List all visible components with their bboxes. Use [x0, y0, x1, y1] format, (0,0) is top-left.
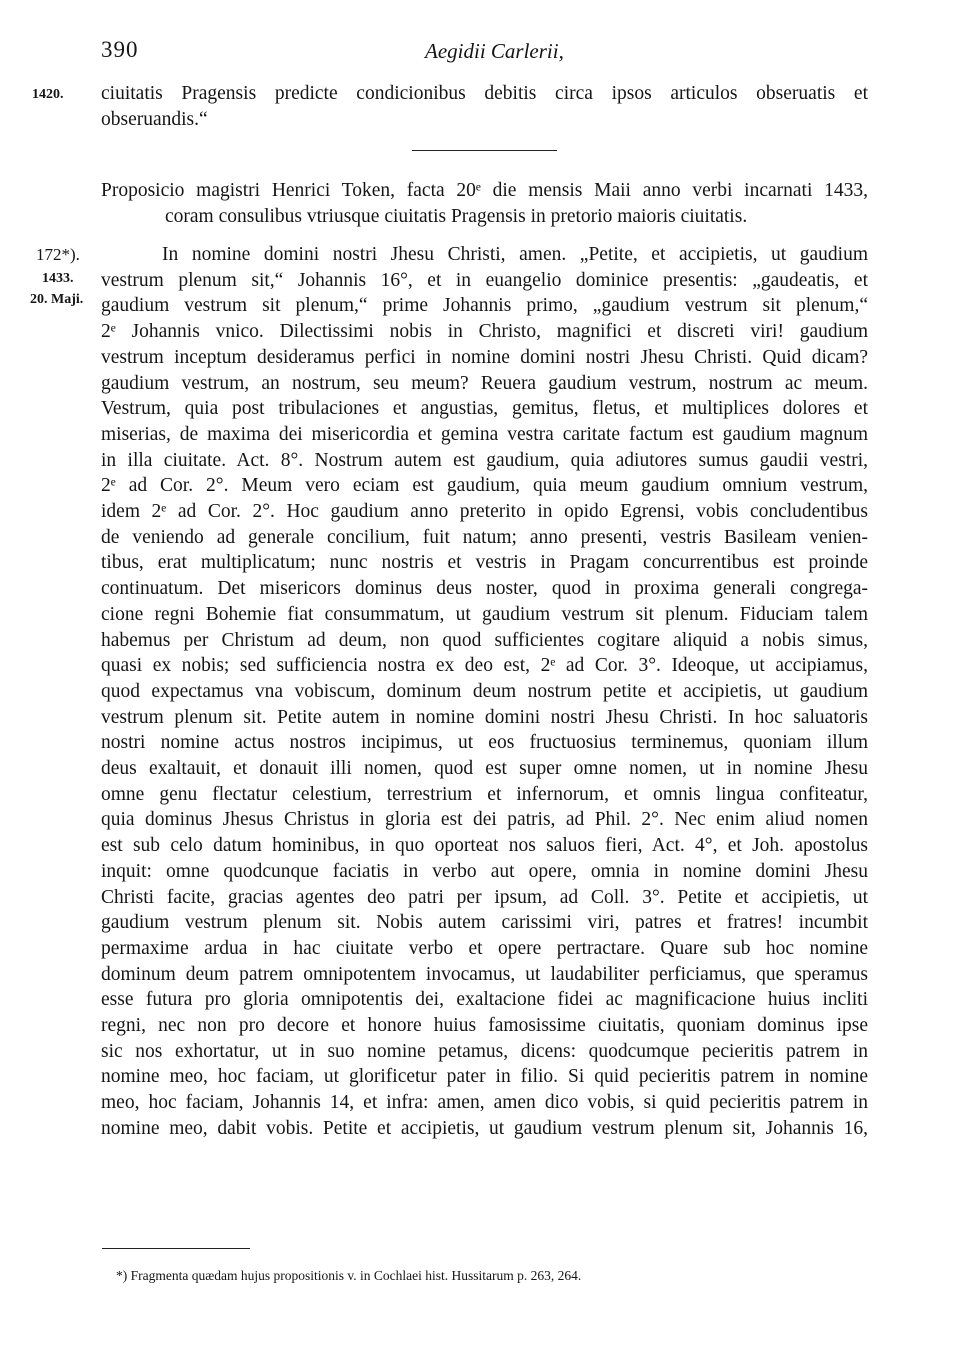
body-line: cione regni Bohemie fiat consummatum, ut gaudium vestrum sit plenum. Fiduciam talem — [101, 603, 868, 625]
body-line: quasi ex nobis; sed sufficiencia nostra ex deo est, 2ᵉ ad Cor. 3°. Ideoque, ut accipiamus, — [101, 655, 868, 677]
body-line: vestrum inceptum desideramus perfici in nomine domini nostri Jhesu Christi. Quid dicam? — [101, 346, 868, 368]
body-line: idem 2ᵉ ad Cor. 2°. Hoc gaudium anno preterito in opido Egrensi, vobis concludentibus — [101, 501, 868, 522]
body-line: 2ᵉ ad Cor. 2°. Meum vero eciam est gaudium, quia meum gaudium omnium vestrum, — [101, 475, 868, 497]
margin-date: 20. Maji. — [30, 292, 84, 307]
page-number: 390 — [101, 37, 139, 62]
body-line: dominum deum patrem omnipotentem invocamus, ut laudabiliter perficiamus, que speramus — [101, 963, 868, 985]
body-line: omne genu flectatur celestium, terrestrium et infernorum, et omnis lingua confiteatur, — [101, 783, 868, 805]
body-line: de veniendo ad generale concilium, fuit natum; anno presenti, vestris Basileam venien- — [101, 526, 868, 548]
body-line: gaudium vestrum plenum sit. Nobis autem carissimi viri, patres et fratres! incumbit — [101, 912, 868, 934]
intro-line: ciuitatis Pragensis predicte condicionibus debitis circa ipsos articulos obseruatis et — [101, 83, 868, 104]
body-line: continuatum. Det misericors dominus deus noster, quod in proxima generali congrega- — [101, 578, 868, 600]
body-line: In nomine domini nostri Jhesu Christi, amen. „Petite, et accipietis, ut gaudium — [162, 244, 868, 265]
heading-line: Proposicio magistri Henrici Token, facta 20ᵉ die mensis Maii anno verbi incarnati 1433, — [101, 180, 868, 201]
body-line: gaudium vestrum sit plenum,“ prime Johannis primo, „gaudium vestrum sit plenum,“ — [101, 295, 868, 317]
heading-line: coram consulibus vtriusque ciuitatis Pragensis in pretorio maioris ciuitatis. — [165, 206, 748, 227]
margin-year: 1433. — [42, 271, 74, 286]
body-line: vestrum plenum sit,“ Johannis 16°, et in euangelio dominice presentis: „gaudeatis, et — [101, 269, 868, 291]
body-line: vestrum plenum sit. Petite autem in nomine domini nostri Jhesu Christi. In hoc saluatoris — [101, 706, 868, 728]
body-line: gaudium vestrum, an nostrum, seu meum? Reuera gaudium vestrum, nostrum ac meum. — [101, 372, 868, 394]
margin-year-top: 1420. — [32, 87, 64, 102]
body-line: quia dominus Jhesus Christus in gloria est dei patris, ad Phil. 2°. Nec enim aliud nomen — [101, 809, 868, 831]
body-line: deus exaltauit, et donauit illi nomen, quod est super omne nomen, ut in nomine Jhesu — [101, 758, 868, 779]
body-line: meo, hoc faciam, Johannis 14, et infra: amen, amen dico vobis, si quid pecieritis patrem in — [101, 1092, 868, 1114]
body-line: inquit: omne quodcunque faciatis in verbo aut opere, omnia in nomine domini Jhesu — [101, 860, 868, 882]
body-line: tibus, erat multiplicatum; nunc nostris et vestris in Pragam concurrentibus est proinde — [101, 552, 868, 574]
footnote-divider — [102, 1248, 250, 1249]
body-line: Christi facite, gracias agentes deo patri per ipsum, ad Coll. 3°. Petite et accipietis, ut — [101, 886, 868, 908]
body-line: est sub celo datum hominibus, in quo oporteat nos saluos fieri, Act. 4°, et Joh. apostolus — [101, 835, 868, 857]
body-line: in illa ciuitate. Act. 8°. Nostrum autem est gaudium, quia adiutores sumus gaudii vestri, — [101, 449, 868, 471]
body-line: quod expectamus vna vobiscum, dominum deum nostrum petite et accipietis, ut gaudium — [101, 680, 868, 702]
body-line: nomine meo, hoc faciam, ut glorificetur pater in filio. Si quid pecieritis patrem in nomine — [101, 1066, 868, 1088]
body-line: 2ᵉ Johannis vnico. Dilectissimi nobis in Christo, magnifici et discreti viri! gaudium — [101, 321, 868, 343]
body-line: miserias, de maxima dei misericordia et gemina vestra caritate factum est gaudium magnum — [101, 423, 868, 445]
body-line: nomine meo, dabit vobis. Petite et accipietis, ut gaudium vestrum plenum sit, Johannis 16, — [101, 1117, 868, 1139]
intro-line: obseruandis.“ — [101, 109, 208, 130]
footnote: *) Fragmenta quædam hujus propositionis v. in Cochlaei hist. Hussitarum p. 263, 264. — [116, 1268, 582, 1283]
section-divider — [412, 150, 557, 151]
body-line: nostri nomine actus nostros incipimus, ut eos fructuosius terminemus, quoniam illum — [101, 732, 868, 754]
margin-reference: 172*). — [36, 245, 80, 264]
body-line: habemus per Christum ad deum, non quod sufficientes cogitare aliquid a nobis simus, — [101, 629, 868, 651]
body-line: Vestrum, quia post tribulaciones et angustias, gemitus, fletus, et multiplices dolores et — [101, 398, 868, 420]
body-line: permaxime ardua in hac ciuitate verbo et opere pertractare. Quare sub hoc nomine — [101, 937, 868, 959]
body-line: esse futura pro gloria omnipotentis dei, exaltacione fidei ac magnificacione huius incliti — [101, 989, 868, 1011]
body-line: sic nos exhortatur, ut in suo nomine petamus, dicens: quodcumque pecieritis patrem in — [101, 1040, 868, 1062]
body-line: regni, nec non pro decore et honore huius famosissime ciuitatis, quoniam dominus ipse — [101, 1015, 868, 1036]
running-head: Aegidii Carlerii, — [425, 39, 564, 63]
